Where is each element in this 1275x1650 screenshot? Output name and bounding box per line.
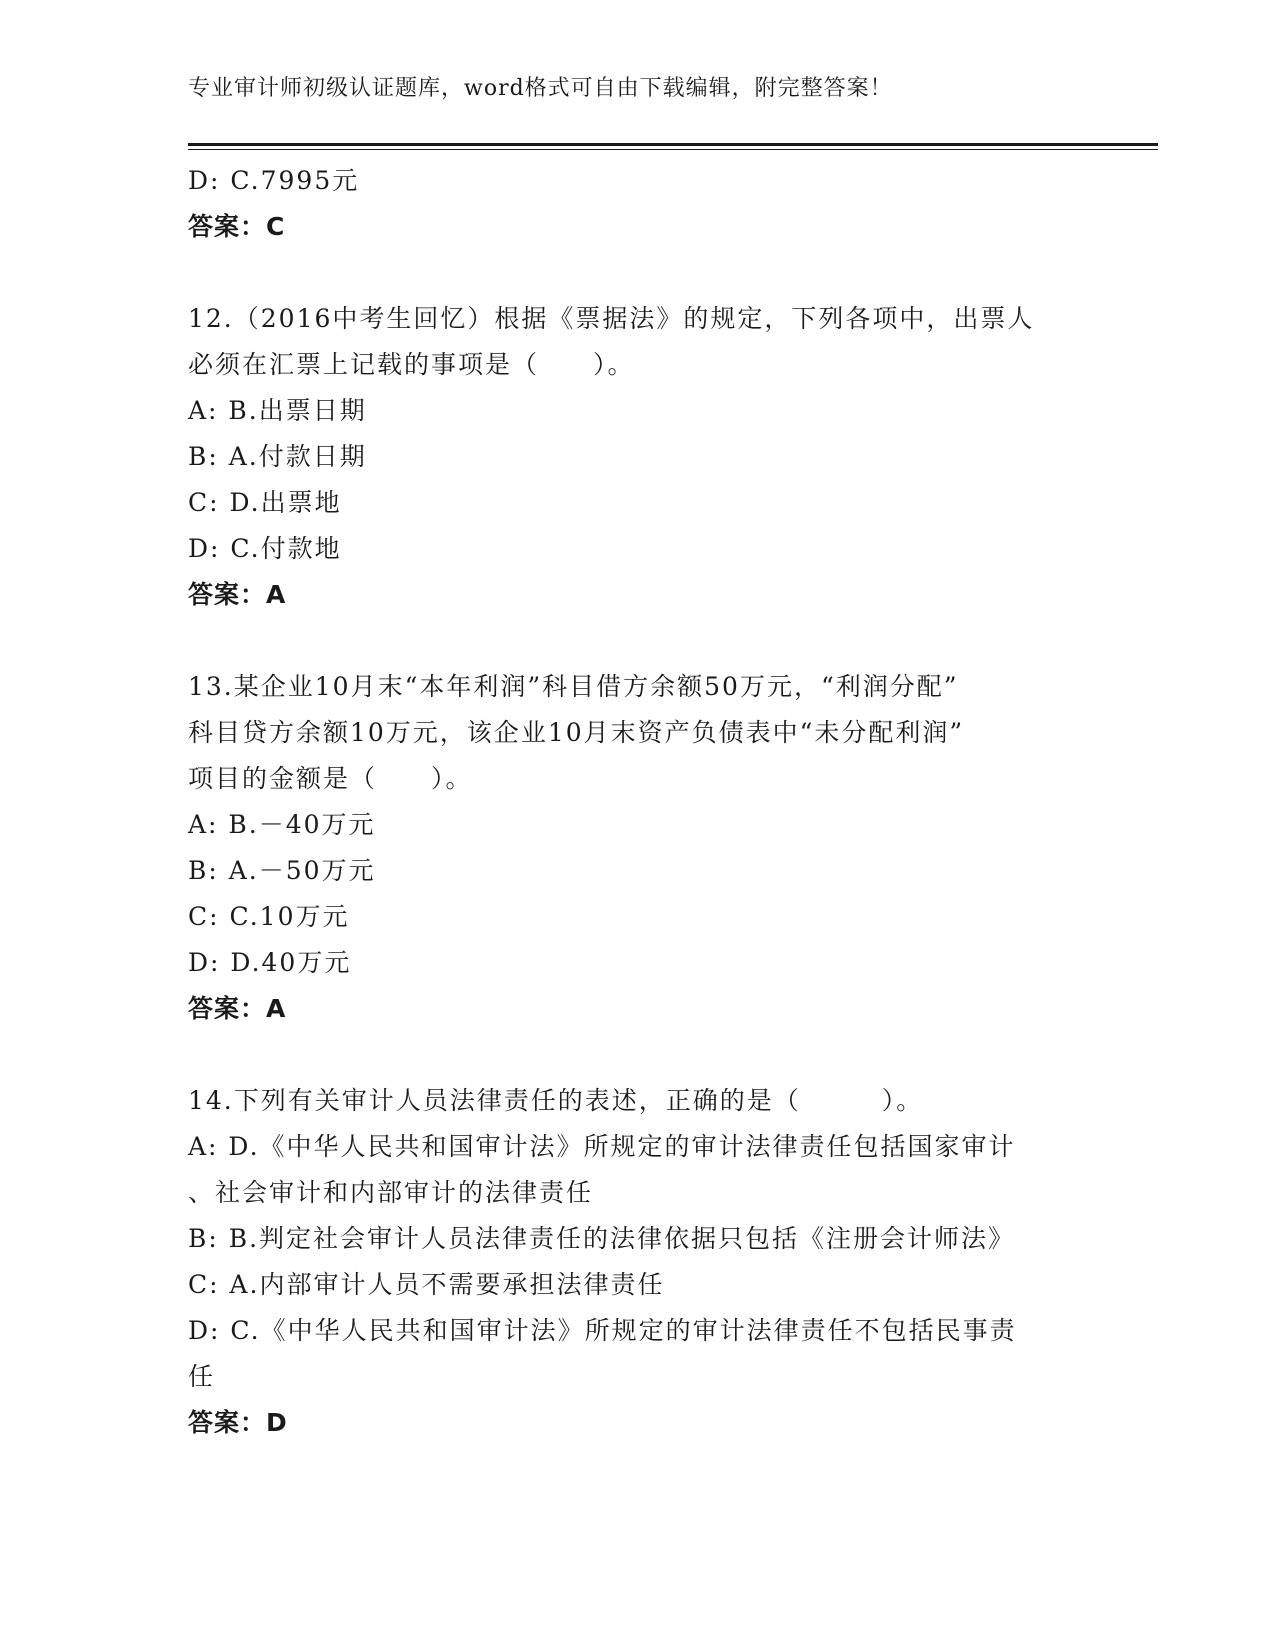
option-c: C: A.内部审计人员不需要承担法律责任 (188, 1270, 665, 1299)
option-d: D: C.《中华人民共和国审计法》所规定的审计法律责任不包括民事责 (188, 1316, 1017, 1345)
option-d: D: C.付款地 (188, 534, 342, 563)
header-rule-thin (188, 149, 1158, 150)
answer-label: 答案：A (188, 994, 287, 1023)
question-12 (188, 296, 1088, 618)
question-13 (188, 664, 1088, 1032)
option-b: B: A.付款日期 (188, 442, 367, 471)
question-stem-line: 科目贷方余额10万元，该企业10月末资产负债表中“未分配利润” (188, 718, 965, 747)
question-stem-line: 必须在汇票上记载的事项是（ ）。 (188, 350, 635, 379)
question-stem-line: 项目的金额是（ ）。 (188, 764, 473, 793)
option-d-continued: 任 (188, 1362, 216, 1391)
header-rule-thick (188, 143, 1158, 146)
option-b: B: A.－50万元 (188, 856, 376, 885)
option-c: C: C.10万元 (188, 902, 350, 931)
prev-option-d: D: C.7995元 (188, 166, 360, 195)
option-c: C: D.出票地 (188, 488, 342, 517)
option-a-continued: 、社会审计和内部审计的法律责任 (188, 1178, 594, 1207)
page-content (188, 158, 1088, 1446)
question-stem-line: 13.某企业10月末“本年利润”科目借方余额50万元，“利润分配” (188, 672, 959, 701)
question-stem-line: 12.（2016中考生回忆）根据《票据法》的规定，下列各项中，出票人 (188, 304, 1035, 333)
question-14 (188, 1078, 1088, 1446)
option-a: A: B.－40万元 (188, 810, 376, 839)
page-header: 专业审计师初级认证题库，word格式可自由下载编辑，附完整答案！ (188, 76, 893, 101)
answer-label: 答案：A (188, 580, 287, 609)
prev-answer: 答案：C (188, 212, 286, 241)
option-a: A: B.出票日期 (188, 396, 367, 425)
option-a: A: D.《中华人民共和国审计法》所规定的审计法律责任包括国家审计 (188, 1132, 1016, 1161)
option-b: B: B.判定社会审计人员法律责任的法律依据只包括《注册会计师法》 (188, 1224, 1016, 1253)
option-d: D: D.40万元 (188, 948, 352, 977)
question-stem-line: 14.下列有关审计人员法律责任的表述，正确的是（ ）。 (188, 1086, 924, 1115)
answer-label: 答案：D (188, 1408, 288, 1437)
